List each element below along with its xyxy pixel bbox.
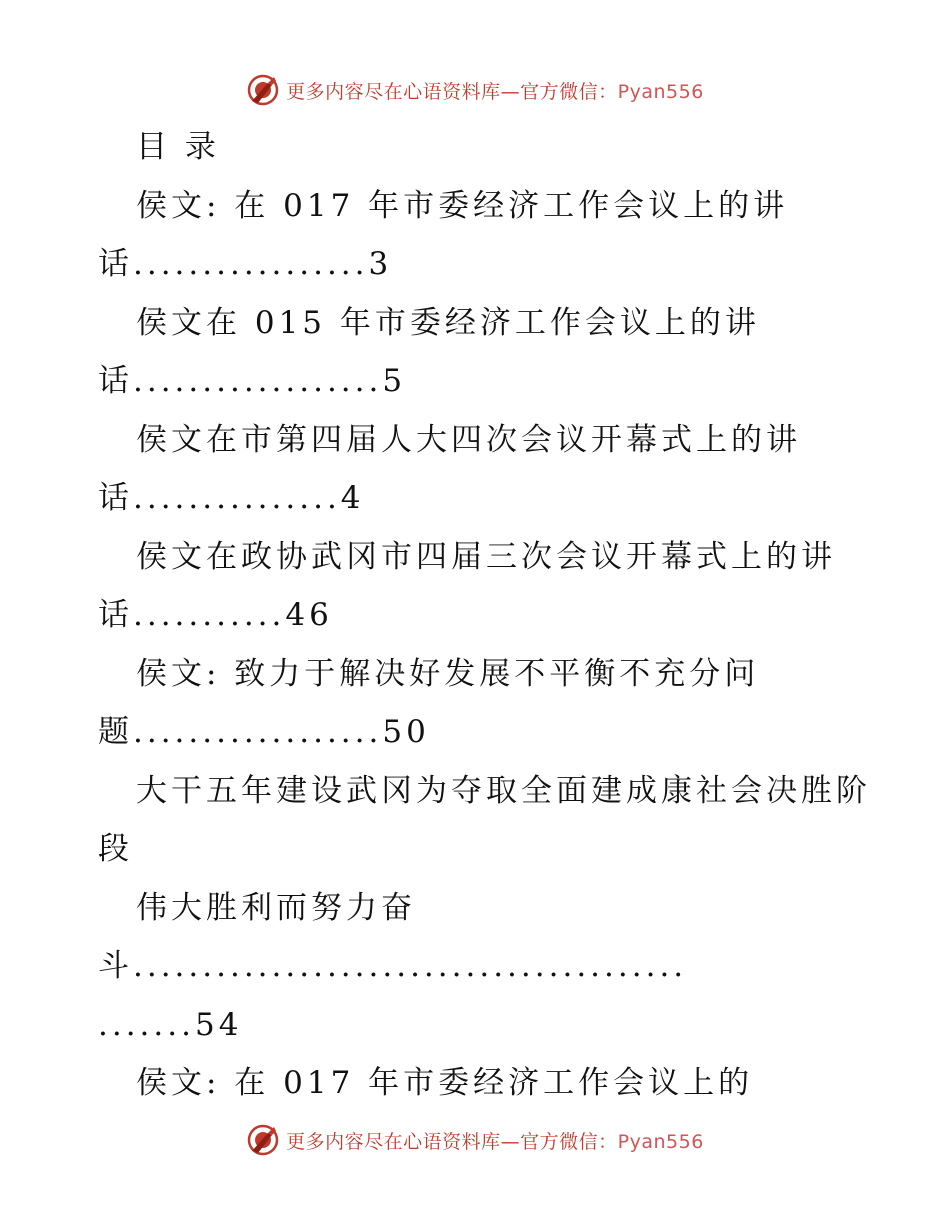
toc-entry-title: 侯文: 在 017 年市委经济工作会议上的 [136,1065,754,1101]
banner-text [286,77,704,104]
banner-handle: Pyan556 [617,1130,704,1153]
footer-banner [0,1120,950,1160]
toc-entry-title: 侯文在 015 年市委经济工作会议上的讲 [136,305,760,341]
banner-text [286,1127,704,1154]
toc-entry-title: 伟大胜利而努力奋 [136,890,416,926]
toc-entry-leader: 斗........................................ [98,948,688,984]
toc-entry-title: 侯文: 致力于解决好发展不平衡不充分问 [136,656,760,692]
pen-logo-icon [246,73,280,107]
banner-label: 更多内容尽在心语资料库—官方微信： [286,80,618,103]
toc-entry-title: 侯文在政协武冈市四届三次会议开幕式上的讲 [136,539,836,575]
toc-entry-leader: 段 [98,831,133,867]
pen-logo-icon [246,1123,280,1157]
toc-entry-leader: 话.................3 [98,246,393,282]
toc-entry-title: 侯文: 在 017 年市委经济工作会议上的讲 [136,188,789,224]
toc-entry-leader: 话...............4 [98,480,365,516]
toc-entry-title: 侯文在市第四届人大四次会议开幕式上的讲 [136,422,801,458]
banner-handle: Pyan556 [617,80,704,103]
toc-heading: 目 录 [136,129,220,165]
toc-entry-leader: .......54 [98,1007,243,1043]
toc-entry-leader: 话...........46 [98,597,333,633]
banner-label: 更多内容尽在心语资料库—官方微信： [286,1130,618,1153]
toc-entry-leader: 题..................50 [98,714,430,750]
header-banner [0,70,950,110]
toc-entry-leader: 话..................5 [98,363,407,399]
toc-entry-title: 大干五年建设武冈为夺取全面建成康社会决胜阶 [136,773,871,809]
